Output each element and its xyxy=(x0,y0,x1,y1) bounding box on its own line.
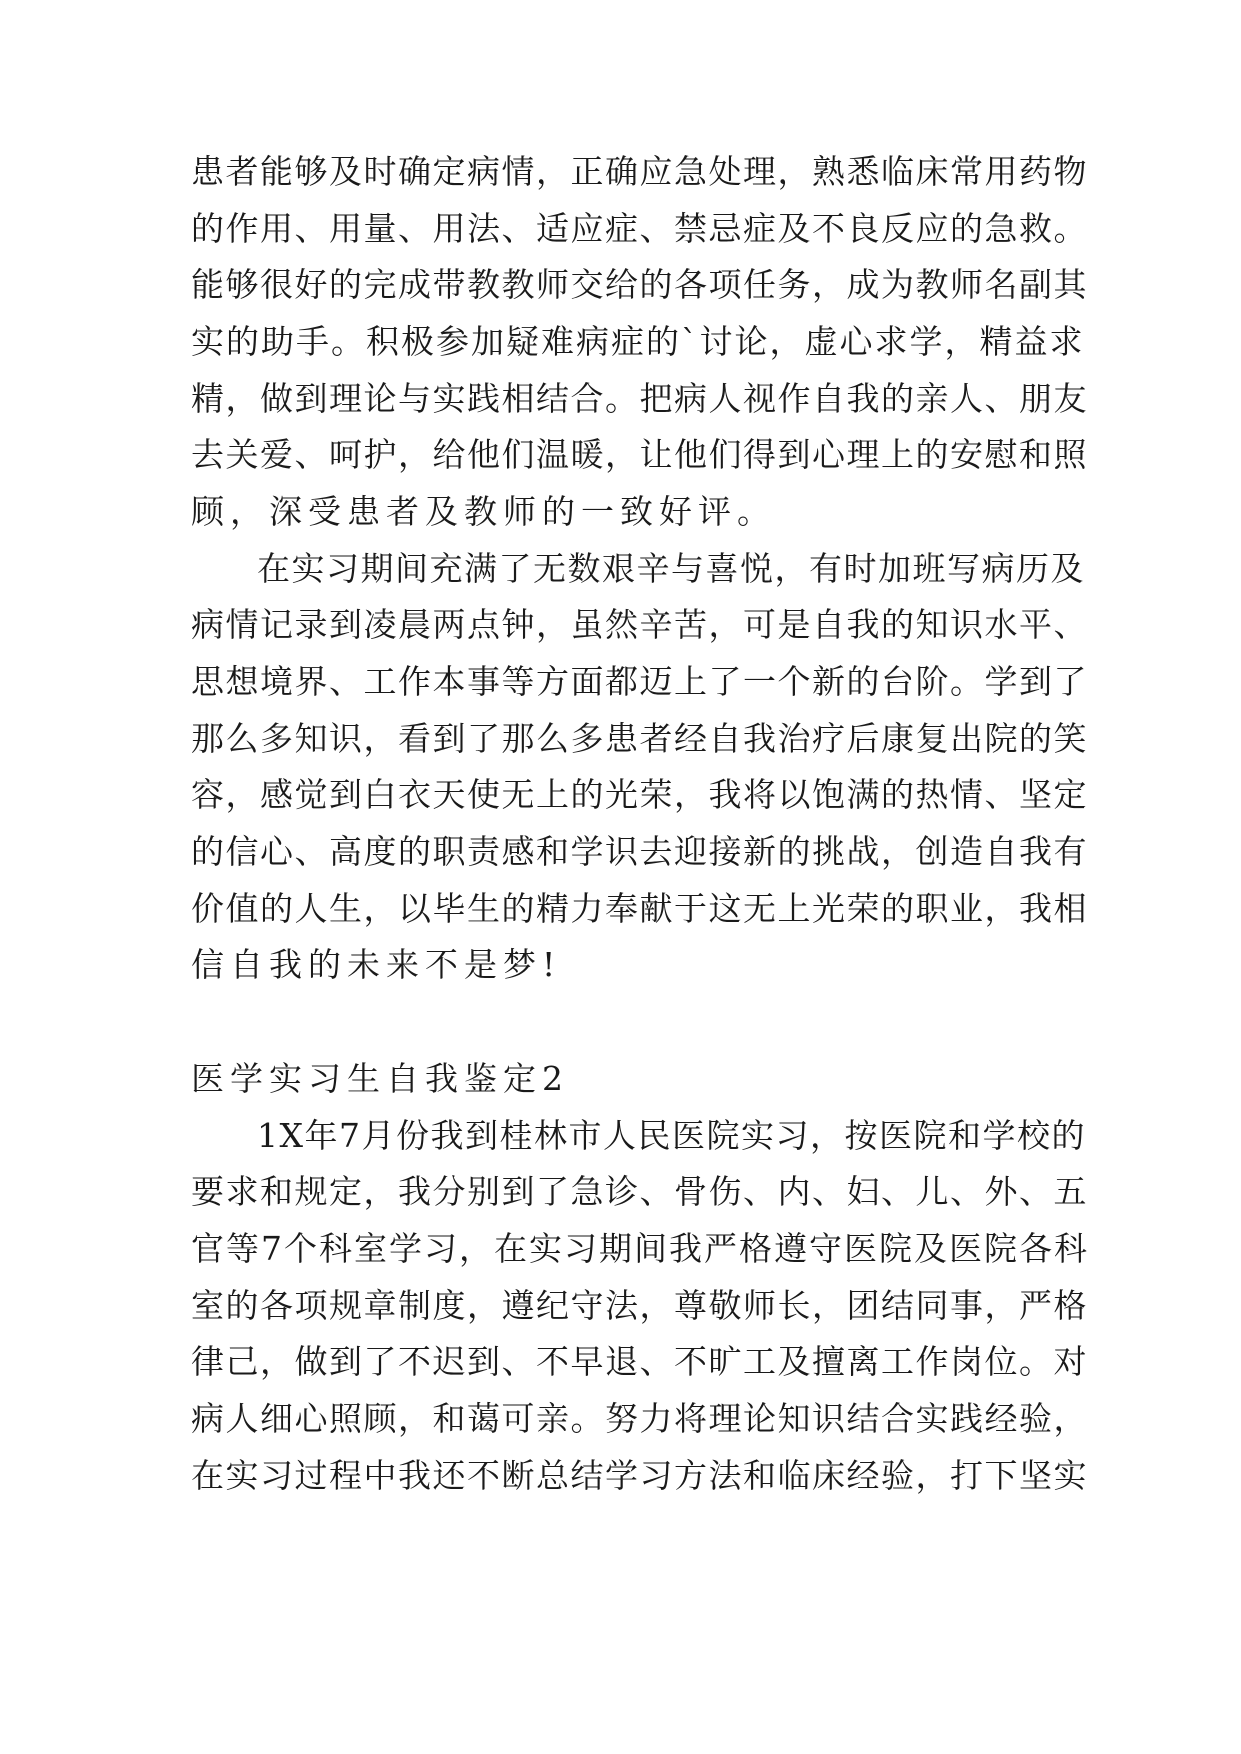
paragraph-line: 能够很好的完成带教教师交给的各项任务，成为教师名副其 xyxy=(191,265,1088,304)
paragraph-line: 官等7个科室学习，在实习期间我严格遵守医院及医院各科 xyxy=(191,1229,1089,1268)
paragraph-line: 律己，做到了不迟到、不早退、不旷工及擅离工作岗位。对 xyxy=(191,1342,1088,1381)
paragraph-line: 价值的人生，以毕生的精力奉献于这无上光荣的职业，我相 xyxy=(191,889,1088,928)
paragraph-line: 患者能够及时确定病情，正确应急处理，熟悉临床常用药物 xyxy=(191,152,1088,191)
paragraph-line: 病人细心照顾，和蔼可亲。努力将理论知识结合实践经验， xyxy=(191,1399,1088,1438)
paragraph-line: 实的助手。积极参加疑难病症的`讨论，虚心求学，精益求 xyxy=(191,322,1085,361)
paragraph-line: 思想境界、工作本事等方面都迈上了一个新的台阶。学到了 xyxy=(191,662,1088,701)
paragraph-line: 的信心、高度的职责感和学识去迎接新的挑战，创造自我有 xyxy=(191,832,1088,871)
paragraph-line: 那么多知识，看到了那么多患者经自我治疗后康复出院的笑 xyxy=(191,719,1088,758)
paragraph-line: 病情记录到凌晨两点钟，虽然辛苦，可是自我的知识水平、 xyxy=(191,605,1088,644)
paragraph-line: 室的各项规章制度，遵纪守法，尊敬师长，团结同事，严格 xyxy=(191,1286,1088,1325)
paragraph-line: 在实习期间充满了无数艰辛与喜悦，有时加班写病历及 xyxy=(257,549,1085,588)
paragraph-line: 去关爱、呵护，给他们温暖，让他们得到心理上的安慰和照 xyxy=(191,435,1088,474)
paragraph-line: 在实习过程中我还不断总结学习方法和临床经验，打下坚实 xyxy=(191,1456,1088,1495)
paragraph-line: 精，做到理论与实践相结合。把病人视作自我的亲人、朋友 xyxy=(191,379,1088,418)
paragraph-line: 要求和规定，我分别到了急诊、骨伤、内、妇、儿、外、五 xyxy=(191,1172,1088,1211)
paragraph-line: 信自我的未来不是梦! xyxy=(191,945,562,984)
section-heading: 医学实习生自我鉴定2 xyxy=(191,1059,569,1098)
paragraph-line: 容，感觉到白衣天使无上的光荣，我将以饱满的热情、坚定 xyxy=(191,775,1088,814)
paragraph-line: 1X年7月份我到桂林市人民医院实习，按医院和学校的 xyxy=(257,1116,1086,1155)
paragraph-line: 的作用、用量、用法、适应症、禁忌症及不良反应的急救。 xyxy=(191,209,1088,248)
paragraph-line: 顾，深受患者及教师的一致好评。 xyxy=(191,492,776,531)
